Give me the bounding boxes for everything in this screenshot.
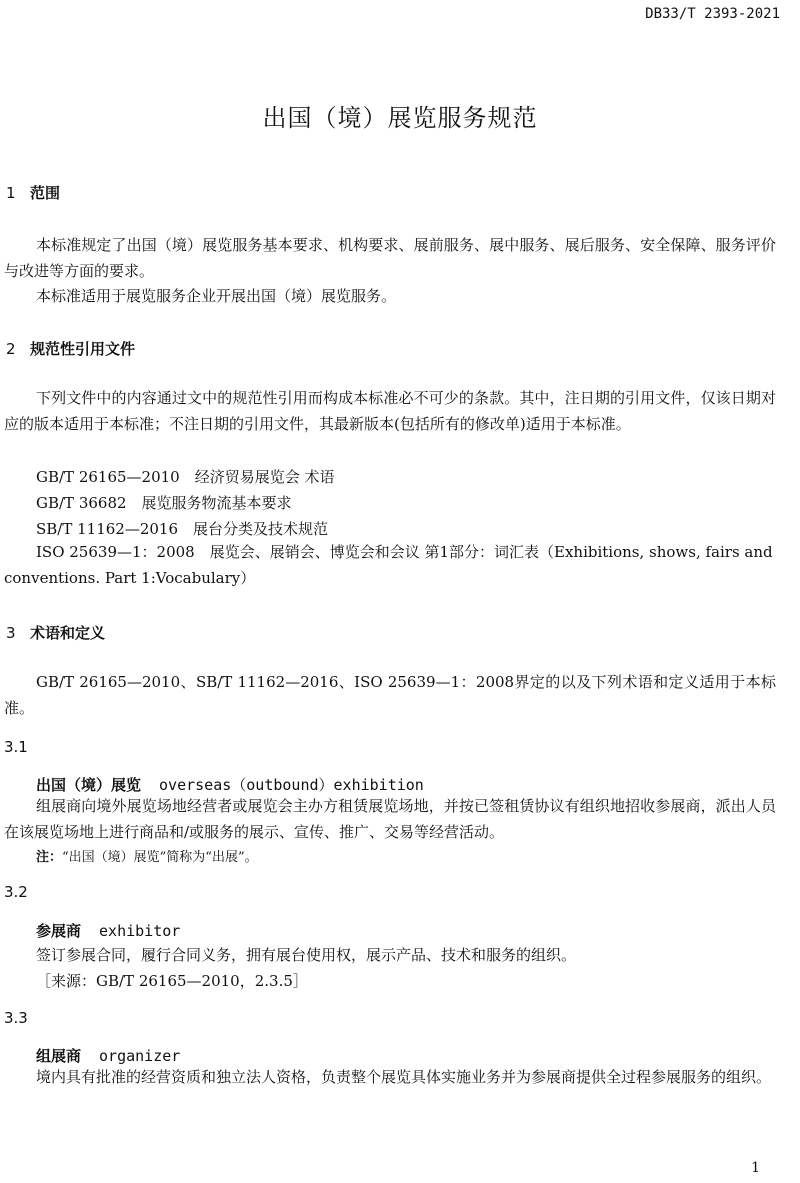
term-zh: 组展商 [36,1047,82,1065]
section-number: 2 [6,340,16,358]
term-definition: 签订参展合同，履行合同义务，拥有展台使用权，展示产品、技术和服务的组织。 [36,946,577,964]
term-en: exhibitor [99,922,181,940]
reference-item: GB/T 26165—2010 经济贸易展览会 术语 [36,468,335,486]
term-en: organizer [99,1047,181,1065]
term-zh: 参展商 [36,922,82,940]
section-title: 规范性引用文件 [30,340,136,358]
term-definition: 组展商向境外展览场地经营者或展览会主办方租赁展览场地，并按已签租赁协议有组织地招收参展商，派出人员在该展览场地上进行商品和/或服务的展示、宣传、推广、交易等经营活动。 [4,797,776,841]
scope-paragraph-2: 本标准适用于展览服务企业开展出国（境）展览服务。 [36,287,397,305]
section-number: 1 [6,184,16,202]
term-zh: 出国（境）展览 [36,776,142,794]
clause-number: 3.2 [4,883,28,901]
note-label: 注： [36,850,63,865]
term-source: ［来源：GB/T 26165—2010，2.3.5］ [36,972,308,990]
page-number: 1 [751,1160,760,1176]
section-title: 范围 [30,184,61,202]
term-en: overseas（outbound）exhibition [159,776,424,794]
section-1-heading [6,182,60,203]
term-note [36,846,258,865]
references-intro-paragraph: 下列文件中的内容通过文中的规范性引用而构成本标准必不可少的条款。其中，注日期的引用文件，仅该日期对应的版本适用于本标准；不注日期的引用文件，其最新版本(包括所有的修改单)适用于本标准。 [4,389,776,433]
term-definition: 境内具有批准的经营资质和独立法人资格，负责整个展览具体实施业务并为参展商提供全过程参展服务的组织。 [36,1068,772,1086]
reference-item-long: ISO 25639—1：2008 展览会、展销会、博览会和会议 第1部分：词汇表（Exhibitions, shows, fairs and conventions. Part 1:Vocabulary） [4,543,773,587]
section-title: 术语和定义 [30,624,106,642]
section-2-heading [6,338,135,359]
term-entry [36,1045,180,1066]
scope-paragraph-1: 本标准规定了出国（境）展览服务基本要求、机构要求、展前服务、展中服务、展后服务、安全保障、服务评价与改进等方面的要求。 [4,236,776,280]
document-title: 出国（境）展览服务规范 [262,104,538,132]
note-text: “出国（境）展览”简称为“出展”。 [62,850,258,865]
terms-intro-paragraph: GB/T 26165—2010、SB/T 11162—2016、ISO 25639—1：2008界定的以及下列术语和定义适用于本标准。 [4,673,776,717]
term-entry [36,774,424,795]
section-number: 3 [6,624,16,642]
reference-item: GB/T 36682 展览服务物流基本要求 [36,494,292,512]
reference-item: SB/T 11162—2016 展台分类及技术规范 [36,520,329,538]
standard-code: DB33/T 2393-2021 [645,6,780,22]
clause-number: 3.1 [4,738,28,756]
section-3-heading [6,622,105,643]
term-entry [36,920,180,941]
clause-number: 3.3 [4,1009,28,1027]
